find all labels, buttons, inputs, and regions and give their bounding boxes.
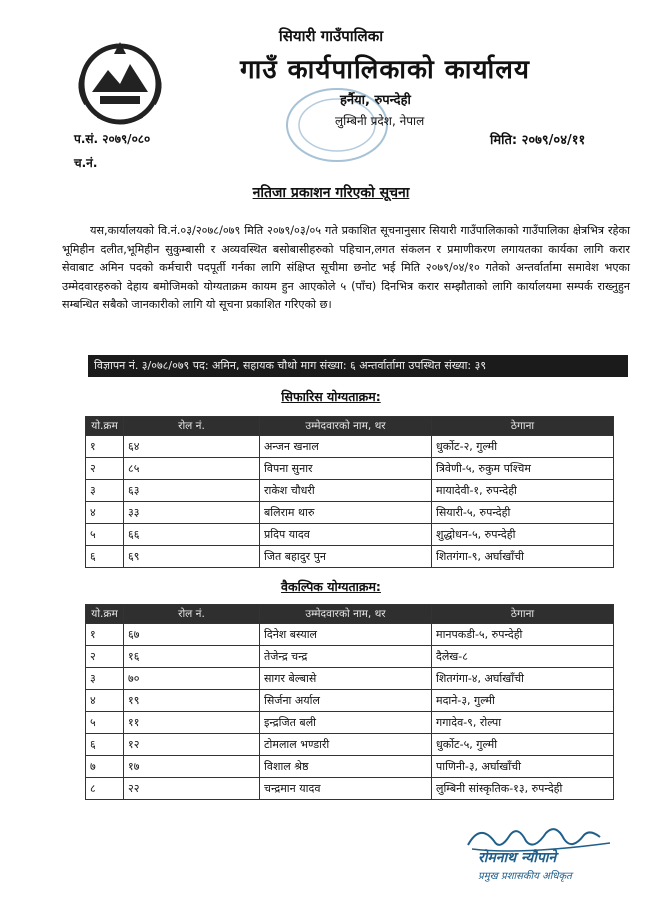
cell-address: शुद्धोधन-५, रुपन्देही	[432, 524, 614, 546]
cell-serial: २	[86, 646, 124, 668]
cell-serial: ३	[86, 480, 124, 502]
cell-address: दैलेख-८	[432, 646, 614, 668]
cell-name: प्रदिप यादव	[260, 524, 432, 546]
cell-serial: ५	[86, 712, 124, 734]
header-roll: रोल नं.	[124, 417, 260, 436]
cell-address: शितगंगा-९, अर्घाखाँची	[432, 546, 614, 568]
cell-name: राकेश चौधरी	[260, 480, 432, 502]
cell-name: टोमलाल भण्डारी	[260, 734, 432, 756]
notice-title: नतिजा प्रकाशन गरिएको सूचना	[252, 185, 410, 201]
cell-name: सिर्जना अर्याल	[260, 690, 432, 712]
notice-date: मिति: २०७९/०४/११	[490, 133, 586, 148]
header-serial: यो.क्रम	[86, 605, 124, 624]
table-row	[86, 458, 614, 480]
address-line-1: हर्नैया, रुपन्देही	[340, 93, 411, 108]
cell-address: पाणिनी-३, अर्घाखाँची	[432, 756, 614, 778]
cell-roll: १६	[124, 646, 260, 668]
cell-serial: ५	[86, 524, 124, 546]
cell-address: सियारी-५, रुपन्देही	[432, 502, 614, 524]
cell-roll: २२	[124, 778, 260, 800]
cell-address: मदाने-३, गुल्मी	[432, 690, 614, 712]
cell-serial: ६	[86, 546, 124, 568]
cell-serial: ८	[86, 778, 124, 800]
table-row	[86, 668, 614, 690]
cell-address: मानपकडी-५, रुपन्देही	[432, 624, 614, 646]
table-row	[86, 624, 614, 646]
table-header-row	[86, 417, 614, 436]
table-row	[86, 546, 614, 568]
table-row	[86, 646, 614, 668]
cell-name: विपना सुनार	[260, 458, 432, 480]
cell-serial: ४	[86, 690, 124, 712]
cell-roll: ६४	[124, 436, 260, 458]
cell-address: धुर्कोट-२, गुल्मी	[432, 436, 614, 458]
cell-serial: १	[86, 436, 124, 458]
cell-name: तेजेन्द्र चन्द्र	[260, 646, 432, 668]
cell-address: त्रिवेणी-५, रुकुम पश्चिम	[432, 458, 614, 480]
cell-roll: ११	[124, 712, 260, 734]
cell-serial: २	[86, 458, 124, 480]
cell-serial: १	[86, 624, 124, 646]
table-row	[86, 690, 614, 712]
advertisement-info-bar: विज्ञापन नं. ३/०७८/०७९ पद: अमिन, सहायक चौथो माग संख्या: ६ अन्तर्वार्तामा उपस्थित संख्या: ३९	[88, 355, 628, 377]
office-title: गाउँ कार्यपालिकाको कार्यालय	[240, 55, 530, 85]
table-row	[86, 524, 614, 546]
table-row	[86, 502, 614, 524]
recommended-table	[85, 416, 614, 568]
cell-address: गगादेव-९, रोल्पा	[432, 712, 614, 734]
table-header-row	[86, 605, 614, 624]
cell-address: शितगंगा-४, अर्घाखाँची	[432, 668, 614, 690]
header-address: ठेगाना	[432, 605, 614, 624]
notice-body: यस,कार्यालयको वि.नं.०३/२०७८/०७९ मिति २०७९/०३/०५ गते प्रकाशित सूचनानुसार सियारी गाउँपालिकाको गाउँपालिका क्षेत्रभित्र रहेका भूमिहीन दलीत,भूमिहीन सुकुम्बासी र अव्यवस्थित बसोबासीहरुको पहिचान,लगत संकलन र प्रमाणीकरण लगायतका कार्यका लागि करार सेवाबाट अमिन पदको कर्मचारी पदपूर्ती गर्नका लागि संक्षिप्त सूचीमा छनोट भई मिति २०७९/०४/१० गतेको अन्तर्वार्तामा समावेश भएका उम्मेदवारहरुको देहाय बमोजिमको योग्यताक्रम कायम हुन आएकोले ५ (पाँच) दिनभित्र करार सम्झौताको लागि कार्यालयमा सम्पर्क राख्नुहुन सम्बन्धित सबैको जानकारीको लागि यो सूचना प्रकाशित गरिएको छ।	[62, 224, 630, 312]
cell-roll: ६९	[124, 546, 260, 568]
cell-address: मायादेवी-१, रुपन्देही	[432, 480, 614, 502]
signatory-name: रोमनाथ न्यौपाने	[478, 850, 557, 866]
dispatch-number: च.नं.	[74, 156, 98, 170]
cell-name: दिनेश बस्याल	[260, 624, 432, 646]
cell-name: इन्द्रजित बली	[260, 712, 432, 734]
cell-roll: ७०	[124, 668, 260, 690]
cell-serial: ६	[86, 734, 124, 756]
table-row	[86, 712, 614, 734]
municipality-name: सियारी गाउँपालिका	[278, 27, 384, 45]
header-address: ठेगाना	[432, 417, 614, 436]
cell-address: धुर्कोट-५, गुल्मी	[432, 734, 614, 756]
alternate-table	[85, 604, 614, 800]
header-name: उम्मेदवारको नाम, थर	[260, 417, 432, 436]
cell-roll: ६७	[124, 624, 260, 646]
cell-serial: ३	[86, 668, 124, 690]
cell-name: चन्द्रमान यादव	[260, 778, 432, 800]
cell-roll: ६३	[124, 480, 260, 502]
header-serial: यो.क्रम	[86, 417, 124, 436]
cell-name: बलिराम थारु	[260, 502, 432, 524]
cell-name: सागर बेल्बासे	[260, 668, 432, 690]
cell-name: जित बहादुर पुन	[260, 546, 432, 568]
signatory-designation: प्रमुख प्रशासकीय अधिकृत	[478, 871, 572, 882]
alternate-list-title: वैकल्पिक योग्यताक्रम:	[281, 579, 381, 594]
cell-roll: ६६	[124, 524, 260, 546]
header-name: उम्मेदवारको नाम, थर	[260, 605, 432, 624]
cell-roll: १२	[124, 734, 260, 756]
header-roll: रोल नं.	[124, 605, 260, 624]
table-row	[86, 756, 614, 778]
cell-roll: १९	[124, 690, 260, 712]
table-row	[86, 436, 614, 458]
table-row	[86, 480, 614, 502]
table-row	[86, 734, 614, 756]
cell-address: लुम्बिनी सांस्कृतिक-१३, रुपन्देही	[432, 778, 614, 800]
address-line-2: लुम्बिनी प्रदेश, नेपाल	[335, 114, 425, 128]
cell-name: अन्जन खनाल	[260, 436, 432, 458]
cell-serial: ४	[86, 502, 124, 524]
table-row	[86, 778, 614, 800]
cell-name: विशाल श्रेष्ठ	[260, 756, 432, 778]
cell-serial: ७	[86, 756, 124, 778]
reference-number: प.सं. २०७९/०८०	[74, 132, 151, 146]
cell-roll: ३३	[124, 502, 260, 524]
recommended-list-title: सिफारिस योग्यताक्रम:	[281, 389, 381, 404]
cell-roll: ८५	[124, 458, 260, 480]
cell-roll: १७	[124, 756, 260, 778]
